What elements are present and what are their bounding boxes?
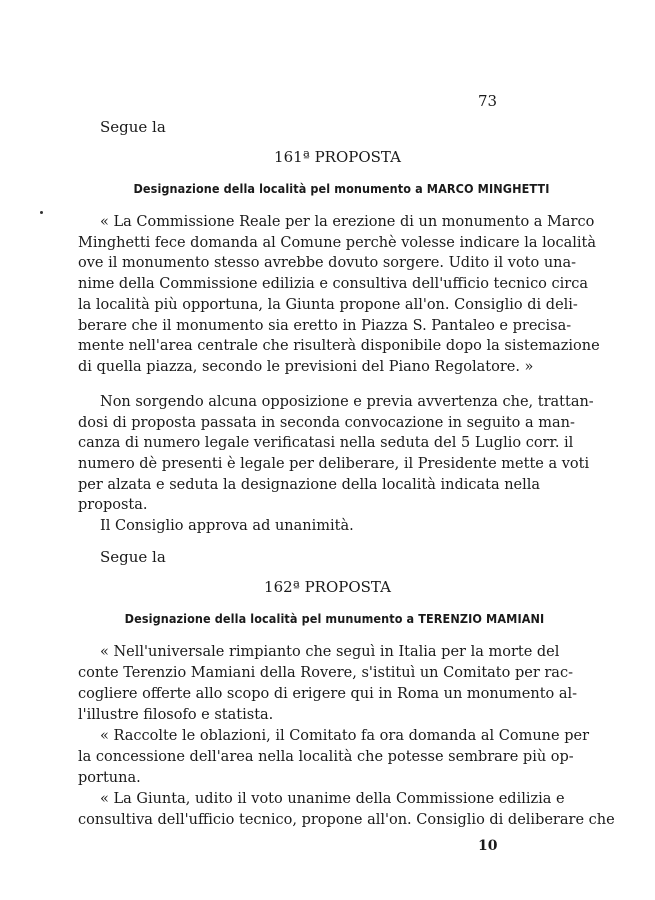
paragraph-line: di quella piazza, secondo le previsioni del Piano Regolatore. »: [78, 359, 534, 375]
page-number: 73: [478, 92, 498, 110]
signature-mark: 10: [478, 838, 498, 854]
paragraph-line: per alzata e seduta la designazione della località indicata nella: [78, 477, 541, 493]
segue-la-161: Segue la: [100, 118, 166, 136]
paragraph-line: « Raccolte le oblazioni, il Comitato fa ora domanda al Comune per: [100, 728, 589, 744]
paragraph-line: « Nell'universale rimpianto che seguì in Italia per la morte del: [100, 644, 560, 660]
paragraph-line: cogliere offerte allo scopo di erigere qui in Roma un monumento al-: [78, 686, 578, 702]
margin-mark: [40, 211, 43, 214]
paragraph-line: conte Terenzio Mamiani della Rovere, s'istituì un Comitato per rac-: [78, 665, 573, 681]
paragraph-line: Minghetti fece domanda al Comune perchè volesse indicare la località: [78, 235, 597, 251]
paragraph-line: proposta.: [78, 497, 148, 513]
approval-line: Il Consiglio approva ad unanimità.: [100, 518, 354, 534]
paragraph-line: « La Commissione Reale per la erezione di un monumento a Marco: [100, 214, 595, 230]
paragraph-line: « La Giunta, udito il voto unanime della Commissione edilizia e: [100, 791, 565, 807]
paragraph-line: berare che il monumento sia eretto in Piazza S. Pantaleo e precisa-: [78, 318, 572, 334]
paragraph-line: consultiva dell'ufficio tecnico, propone all'on. Consiglio di deliberare che: [78, 812, 615, 828]
proposal-161-title: 161ª PROPOSTA: [274, 148, 401, 166]
paragraph-line: mente nell'area centrale che risulterà disponibile dopo la sistemazione: [78, 338, 600, 354]
proposal-162-title: 162ª PROPOSTA: [264, 578, 391, 596]
paragraph-line: portuna.: [78, 770, 141, 786]
proposal-161-heading: Designazione della località pel monumento a MARCO MINGHETTI: [133, 181, 550, 196]
paragraph-line: dosi di proposta passata in seconda convocazione in seguito a man-: [78, 415, 575, 431]
paragraph-line: nime della Commissione edilizia e consultiva dell'ufficio tecnico circa: [78, 276, 588, 292]
paragraph-line: canza di numero legale verificatasi nella seduta del 5 Luglio corr. il: [78, 435, 574, 451]
paragraph-line: numero dè presenti è legale per deliberare, il Presidente mette a voti: [78, 456, 590, 472]
paragraph-line: Non sorgendo alcuna opposizione e previa avvertenza che, trattan-: [100, 394, 594, 410]
paragraph-line: la concessione dell'area nella località che potesse sembrare più op-: [78, 749, 574, 765]
paragraph-line: ove il monumento stesso avrebbe dovuto sorgere. Udito il voto una-: [78, 255, 577, 271]
paragraph-line: la località più opportuna, la Giunta propone all'on. Consiglio di deli-: [78, 297, 578, 313]
segue-la-162: Segue la: [100, 548, 166, 566]
paragraph-line: l'illustre filosofo e statista.: [78, 707, 274, 723]
proposal-162-heading: Designazione della località pel munumento a TERENZIO MAMIANI: [124, 611, 545, 626]
